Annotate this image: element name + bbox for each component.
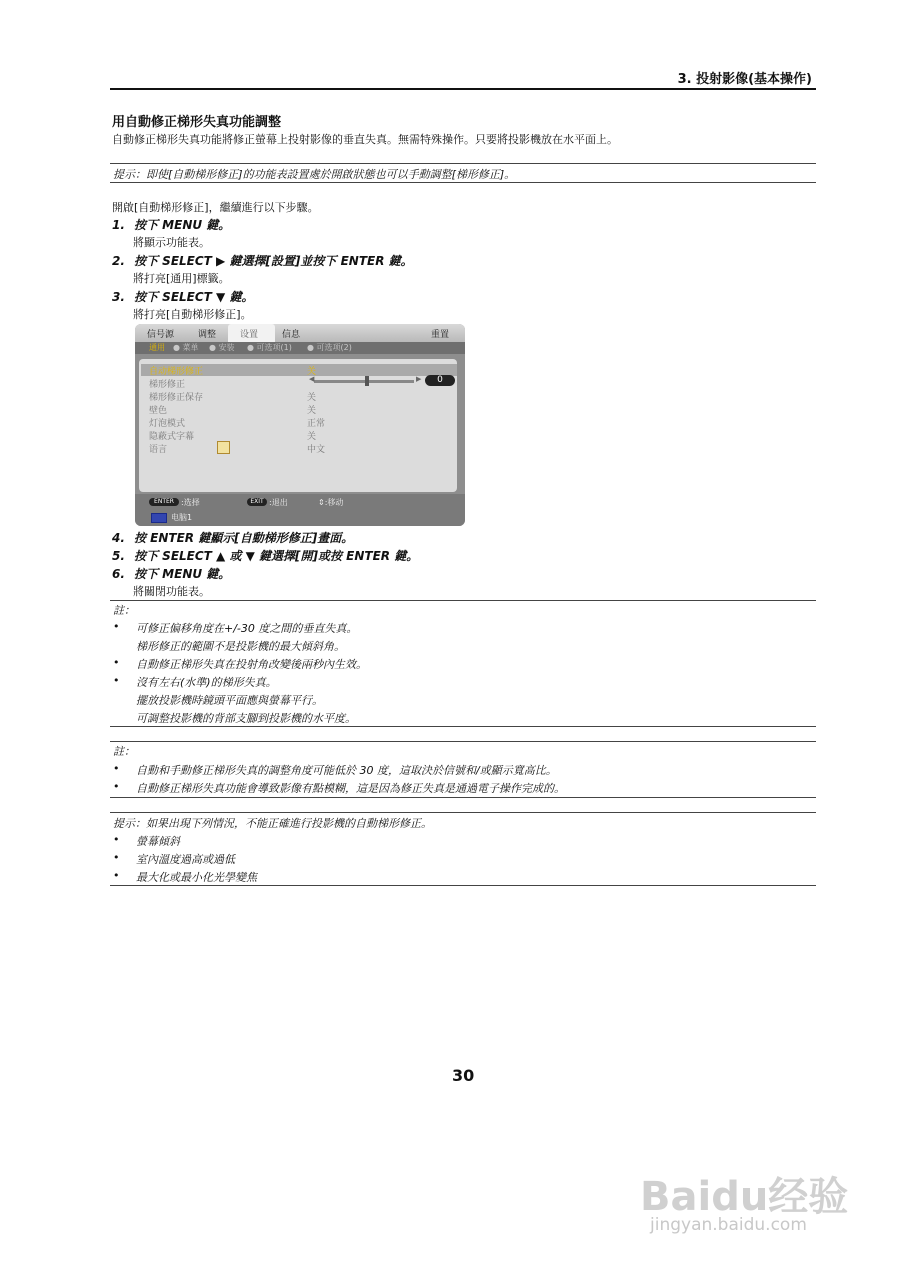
note1-line: 自動修正梯形失真在投射角改變後兩秒內生效。 (136, 658, 367, 671)
bullet: • (113, 762, 120, 775)
section-title: 用自動修正梯形失真功能調整 (112, 115, 282, 130)
move-hint: ⇕:移动 (318, 498, 344, 507)
subtab-install: ● 安装 (209, 343, 235, 352)
step-3-sub: 將打亮[自動梯形修正]。 (133, 308, 252, 321)
hint-box-top (110, 163, 816, 183)
projector-menu-screenshot (135, 324, 465, 526)
step-6 (112, 565, 230, 582)
note2-label: 註： (113, 745, 135, 758)
hint2-top-rule (110, 812, 816, 813)
bullet: • (113, 869, 120, 882)
computer-source-icon (151, 513, 167, 523)
menu-value-closed-caption: 关 (307, 432, 317, 442)
section-intro: 自動修正梯形失真功能將修正螢幕上投射影像的垂直失真。無需特殊操作。只要將投影機放在水平面上。 (112, 133, 618, 146)
note2-top-rule (110, 741, 816, 742)
bullet: • (113, 620, 120, 633)
step-number: 1. (112, 218, 125, 232)
menu-item-closed-caption: 隐蔽式字幕 (149, 432, 195, 442)
subtab-general: 通用 (149, 343, 165, 352)
chapter-header: 3. 投射影像(基本操作) (677, 72, 812, 87)
language-globe-icon (217, 441, 230, 454)
menu-value-language: 中文 (307, 445, 326, 455)
bullet: • (113, 851, 120, 864)
menu-item-language: 语言 (149, 445, 168, 455)
menu-item-auto-keystone: 自动梯形修正 (149, 367, 204, 377)
menu-item-keystone-save: 梯形修正保存 (149, 393, 204, 403)
menu-value-wall-color: 关 (307, 406, 317, 416)
hint2-line: 螢幕傾斜 (136, 835, 180, 848)
note2-bottom-rule (110, 797, 816, 798)
bullet: • (113, 674, 120, 687)
current-source: 电脑1 (171, 513, 193, 522)
exit-key-badge: EXIT (247, 498, 267, 506)
menu-item-wall-color: 壁色 (149, 406, 168, 416)
note2-line: 自動修正梯形失真功能會導致影像有點模糊，這是因為修正失真是通過電子操作完成的。 (136, 782, 565, 795)
note1-line: 梯形修正的範圍不是投影機的最大傾斜角。 (136, 640, 345, 653)
hint2-line: 最大化或最小化光學變焦 (136, 871, 257, 884)
subtab-options-2: ● 可选项(2) (307, 343, 352, 352)
step-4 (112, 529, 353, 546)
menu-value-lamp-mode: 正常 (307, 419, 326, 429)
exit-hint: :退出 (269, 498, 288, 507)
step-text: 按 ENTER 鍵顯示[自動梯形修正]畫面。 (134, 531, 354, 545)
menu-tab-source: 信号源 (147, 330, 175, 340)
step-number: 6. (112, 567, 125, 581)
menu-value-auto-keystone: 关 (307, 367, 317, 377)
step-number: 5. (112, 549, 125, 563)
step-text: 按下 MENU 鍵。 (134, 218, 231, 232)
menu-tab-info: 信息 (282, 330, 301, 340)
menu-item-lamp-mode: 灯泡模式 (149, 419, 186, 429)
step-6-sub: 將關閉功能表。 (133, 585, 210, 598)
menu-tab-reset: 重置 (431, 330, 450, 340)
menu-footer (135, 494, 465, 526)
note2-line: 自動和手動修正梯形失真的調整角度可能低於 30 度，這取決於信號和/或顯示寬高比。 (136, 764, 557, 777)
hint2-label: 提示：如果出現下列情況，不能正確進行投影機的自動梯形修正。 (113, 817, 432, 830)
watermark-logo: Baidu经验 (640, 1174, 849, 1220)
note1-top-rule (110, 600, 816, 601)
step-number: 3. (112, 290, 125, 304)
enter-hint: :选择 (181, 498, 200, 507)
note1-line: 沒有左右(水準)的梯形失真。 (136, 676, 277, 689)
step-2-sub: 將打亮[通用]標籤。 (133, 272, 230, 285)
header-rule (110, 88, 816, 90)
step-text: 按下 SELECT ▲ 或 ▼ 鍵選擇[開]或按 ENTER 鍵。 (134, 549, 419, 563)
subtab-options-1: ● 可选项(1) (247, 343, 292, 352)
step-number: 2. (112, 254, 125, 268)
menu-value-keystone-save: 关 (307, 393, 317, 403)
step-text: 按下 SELECT ▼ 鍵。 (134, 290, 254, 304)
lead-text: 開啟[自動梯形修正]，繼續進行以下步驟。 (112, 201, 319, 214)
enter-key-badge: ENTER (149, 498, 179, 506)
keystone-slider-thumb (365, 376, 369, 386)
menu-item-keystone: 梯形修正 (149, 380, 186, 390)
note1-label: 註： (113, 604, 135, 617)
step-1 (112, 216, 230, 233)
bullet: • (113, 833, 120, 846)
menu-subtab-bar (135, 342, 465, 354)
step-3 (112, 288, 253, 305)
menu-tab-setup: 设置 (240, 330, 259, 340)
hint2-bottom-rule (110, 885, 816, 886)
subtab-menu: ● 菜单 (173, 343, 199, 352)
menu-settings-panel (139, 359, 457, 492)
note1-bottom-rule (110, 726, 816, 727)
bullet: • (113, 656, 120, 669)
step-1-sub: 將顯示功能表。 (133, 236, 210, 249)
hint-text: 提示：即使[自動梯形修正]的功能表設置處於開啟狀態也可以手動調整[梯形修正]。 (113, 168, 516, 181)
keystone-slider-track (314, 380, 414, 383)
step-5 (112, 547, 418, 564)
note1-line: 可調整投影機的背部支腳到投影機的水平度。 (136, 712, 356, 725)
step-text: 按下 MENU 鍵。 (134, 567, 231, 581)
slider-left-arrow-icon: ◀ (309, 375, 315, 383)
bullet: • (113, 780, 120, 793)
watermark-url: jingyan.baidu.com (650, 1215, 807, 1235)
step-text: 按下 SELECT ▶ 鍵選擇[設置]並按下 ENTER 鍵。 (134, 254, 413, 268)
page-number: 30 (452, 1066, 475, 1085)
note1-line: 可修正偏移角度在+/-30 度之間的垂直失真。 (136, 622, 358, 635)
note1-line: 擺放投影機時鏡頭平面應與螢幕平行。 (136, 694, 323, 707)
keystone-value-badge: 0 (425, 375, 455, 386)
step-2 (112, 252, 413, 269)
menu-tab-adjust: 调整 (198, 330, 217, 340)
hint2-line: 室內溫度過高或過低 (136, 853, 235, 866)
step-number: 4. (112, 531, 125, 545)
slider-right-arrow-icon: ▶ (416, 375, 422, 383)
